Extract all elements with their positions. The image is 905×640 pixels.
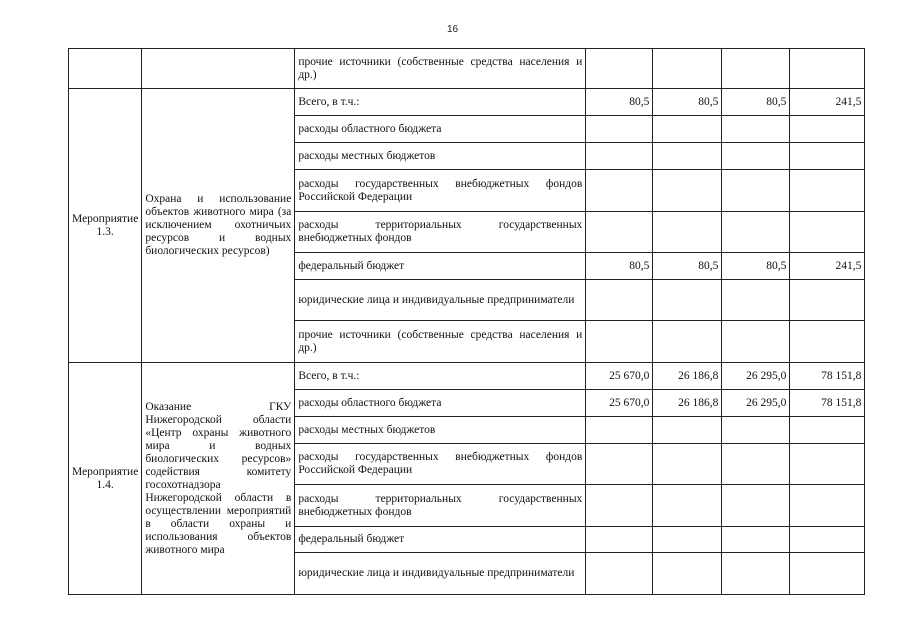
value-year-3: [722, 170, 790, 212]
funding-source-label: юридические лица и индивидуальные предприниматели: [298, 567, 575, 579]
value-total: [790, 170, 865, 212]
funding-source-label: прочие источники (собственные средства населения и др.): [298, 328, 583, 354]
value-year-1: [586, 321, 653, 363]
value-year-1: 25 670,0: [586, 363, 653, 390]
value-year-3: [722, 485, 790, 527]
event-cell-empty: [69, 49, 142, 89]
value-total: 78 151,8: [790, 390, 865, 417]
funding-source-label: расходы государственных внебюджетных фондов Российской Федерации: [298, 451, 583, 476]
value-total: [790, 49, 865, 89]
value-year-2: [653, 143, 722, 170]
value-year-1: 80,5: [586, 253, 653, 280]
funding-source-cell: [295, 143, 586, 170]
value-total: 78 151,8: [790, 363, 865, 390]
event-number: Мероприятие 1.3.: [72, 212, 139, 238]
value-year-1: [586, 49, 653, 89]
value-year-2: [653, 212, 722, 253]
value-year-1: [586, 170, 653, 212]
funding-source-label: Всего, в т.ч.:: [298, 95, 360, 108]
event-name-cell-empty: [142, 49, 295, 89]
value-year-2: [653, 485, 722, 527]
funding-table: [68, 48, 865, 595]
value-total: [790, 212, 865, 253]
value-year-3: [722, 444, 790, 485]
value-year-2: [653, 444, 722, 485]
page-number: 16: [446, 24, 459, 35]
value-total: 241,5: [790, 89, 865, 116]
table-row: [69, 363, 865, 390]
value-year-1: [586, 417, 653, 444]
value-year-2: 80,5: [653, 89, 722, 116]
funding-source-label: расходы областного бюджета: [298, 396, 442, 409]
value-year-2: [653, 116, 722, 143]
funding-source-cell: [295, 280, 586, 321]
value-year-1: [586, 527, 653, 553]
value-year-2: [653, 49, 722, 89]
value-year-3: 80,5: [722, 89, 790, 116]
funding-source-cell: [295, 553, 586, 595]
funding-source-cell: [295, 417, 586, 444]
funding-source-cell: [295, 485, 586, 527]
funding-source-cell: [295, 321, 586, 363]
funding-source-label: расходы областного бюджета: [298, 122, 442, 135]
value-year-2: [653, 527, 722, 553]
value-year-1: [586, 212, 653, 253]
funding-source-label: федеральный бюджет: [298, 533, 405, 545]
value-year-2: 26 186,8: [653, 390, 722, 417]
value-year-2: 80,5: [653, 253, 722, 280]
value-total: [790, 485, 865, 527]
funding-source-cell: [295, 527, 586, 553]
value-year-2: [653, 553, 722, 595]
event-name-cell: [142, 89, 295, 363]
value-year-1: [586, 280, 653, 321]
funding-source-cell: [295, 212, 586, 253]
funding-source-label: прочие источники (собственные средства населения и др.): [298, 55, 583, 81]
funding-source-cell: [295, 363, 586, 390]
event-name: Охрана и использование объектов животного мира (за исключением охотничьих ресурсов и водных биологических ресурсов): [145, 193, 292, 257]
value-total: [790, 553, 865, 595]
funding-source-label: расходы местных бюджетов: [298, 423, 436, 436]
value-total: [790, 417, 865, 444]
funding-source-cell: [295, 116, 586, 143]
value-year-3: [722, 143, 790, 170]
table-row: [69, 89, 865, 116]
value-year-3: [722, 280, 790, 321]
funding-source-label: юридические лица и индивидуальные предприниматели: [298, 293, 575, 306]
value-year-3: [722, 212, 790, 253]
funding-source-label: федеральный бюджет: [298, 259, 405, 272]
value-year-3: [722, 321, 790, 363]
value-year-2: [653, 321, 722, 363]
value-year-2: [653, 170, 722, 212]
value-year-3: 80,5: [722, 253, 790, 280]
funding-source-cell: [295, 170, 586, 212]
value-total: [790, 280, 865, 321]
value-year-3: 26 295,0: [722, 363, 790, 390]
value-year-3: [722, 527, 790, 553]
value-total: [790, 321, 865, 363]
event-number-cell: [69, 89, 142, 363]
value-year-2: [653, 280, 722, 321]
value-year-3: [722, 417, 790, 444]
funding-source-cell: [295, 444, 586, 485]
value-year-2: 26 186,8: [653, 363, 722, 390]
funding-source-cell: [295, 89, 586, 116]
value-year-3: [722, 116, 790, 143]
funding-source-cell: [295, 253, 586, 280]
value-year-3: [722, 49, 790, 89]
event-name: Оказание ГКУ Нижегородской области «Центр охраны животного мира и водных биологических ресурсов» содействия комитету госохотнадзора Нижегородской области в осуществлении мероприятий в области охраны и использования объектов животного мира: [145, 400, 292, 556]
value-total: 241,5: [790, 253, 865, 280]
value-year-1: 80,5: [586, 89, 653, 116]
funding-source-label: Всего, в т.ч.:: [298, 369, 360, 382]
value-year-1: [586, 485, 653, 527]
event-name-cell: [142, 363, 295, 595]
funding-source-label: расходы местных бюджетов: [298, 149, 436, 162]
funding-source-label: расходы территориальных государственных внебюджетных фондов: [298, 492, 583, 518]
value-total: [790, 116, 865, 143]
value-year-1: [586, 553, 653, 595]
value-year-1: 25 670,0: [586, 390, 653, 417]
event-number: Мероприятие 1.4.: [72, 465, 139, 491]
funding-source-cell: [295, 49, 586, 89]
funding-source-label: расходы государственных внебюджетных фондов Российской Федерации: [298, 177, 583, 203]
value-year-1: [586, 444, 653, 485]
event-number-cell: [69, 363, 142, 595]
value-year-2: [653, 417, 722, 444]
table-row: [69, 49, 865, 89]
value-total: [790, 444, 865, 485]
value-year-3: 26 295,0: [722, 390, 790, 417]
value-total: [790, 143, 865, 170]
value-year-3: [722, 553, 790, 595]
funding-source-cell: [295, 390, 586, 417]
value-total: [790, 527, 865, 553]
value-year-1: [586, 116, 653, 143]
value-year-1: [586, 143, 653, 170]
funding-source-label: расходы территориальных государственных внебюджетных фондов: [298, 219, 583, 244]
